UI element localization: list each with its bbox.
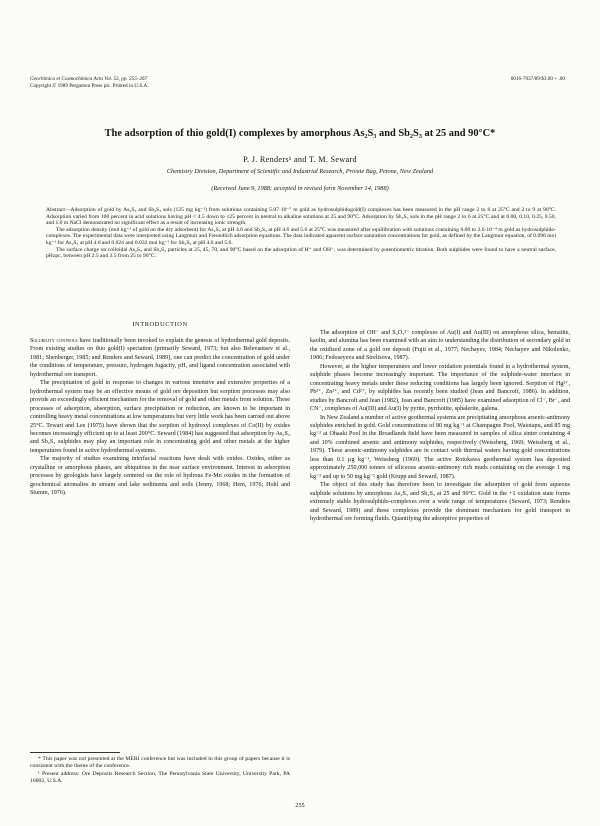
abstract <box>46 207 556 260</box>
abstract-text-1: Adsorption of gold by As₂S₃ and Sb₂S₃ sols (125 mg kg⁻¹) from solutions containing 5.07·10⁻⁷ m gold as hydrosulphidogold(I) complexes has been measured in the pH range 2 to 6 at 25°C and 2 to 9 at 90°C. Adsorption varied from 100 percent in acid solutions having pH < 4.5 down to ≤25 percent in neutral to alkaline solutions at 25 and 90°C. Adsorption by Sb₂S₃ sols in the pH range 2 to 6 at 25°C and at 0.00, 0.10, 0.25, 0.50, and 1.0 m NaCl demonstrated no significant effect as a result of increasing ionic strength. <box>46 207 556 227</box>
journal-line-1: Geochimica et Cosmochimica Acta Vol. 53, pp. 255–267 <box>30 76 148 82</box>
received-dates: (Received June 9, 1988; accepted in revised form November 14, 1988) <box>211 185 389 192</box>
authors: P. J. Renders¹ and T. M. Seward <box>243 155 357 164</box>
intro-paragraph-2: The precipitation of gold in response to changes in various intensive and extensive properties of a hydrothermal system may be an effective means of gold ore deposition but sorption processes may also provide an exceedingly efficient mechanism for the removal of gold and other metals from solution. These processes of adsorption, absorption, surface precipitation or reduction, are known to be important in controlling heavy metal concentrations at low temperatures but very little work has been carried out above 25°C. Tewari and Lee (1975) have shown that the sorption of hydroxyl complexes of Co(II) by oxides becomes increasingly efficient up to at least 200°C. Seward (1984) has suggested that adsorption by As₂S₃ and Sb₂S₃ sulphides may play an important role in concentrating gold and other metals at the higher temperatures found in active hydrothermal systems. <box>30 380 290 454</box>
abstract-paragraph-2: The adsorption density (mol kg⁻¹ of gold on the dry adsorbent) for As₂S₃ at pH 4.6 and Sb₂S₃ at pH 4.6 and 5.6 at 25°C was measured after equilibration with solutions containing 0.00 to 2.6·10⁻⁴ m gold as hydrosulphido-complexes. The experimental data were interpreted using Langmuir and Freundlich adsorption equations. The data indicated apparent surface saturation concentrations for gold, as defined by the Langmuir equation, of 0.096 mol kg⁻¹ for As₂S₃ at pH 4.6 and 0.024 and 0.032 mol kg⁻¹ for Sb₂S₃ at pH 4.6 and 5.6. <box>46 226 556 246</box>
affiliation: Chemistry Division, Department of Scientific and Industrial Research, Private Bag, Petone, New Zealand <box>166 168 434 175</box>
paper-title: The adsorption of thio gold(I) complexes by amorphous As₂S₃ and Sb₂S₃ at 25 and 90°C* <box>104 128 496 139</box>
left-column <box>30 337 290 498</box>
section-heading-introduction: INTRODUCTION <box>132 321 188 328</box>
intro-opening-words: Solubility controls <box>30 338 78 344</box>
footnotes <box>30 756 290 785</box>
intro-paragraph-1 <box>30 337 290 379</box>
right-paragraph-3: In New Zealand a number of active geothermal systems are precipitating amorphous arsenic-antimony sulphides enriched in gold. Gold concentrations of 80 mg kg⁻¹ at Champagne Pool, Waiotapu, and 85 mg kg⁻¹ at Ohaaki Pool in the Broadlands field have been measured in samples of silica sinter containing 4 and 10% combined arsenic and antimony sulphides, respectively (Weissberg, 1969; Weissberg et al., 1979). These arsenic-antimony sulphides are in contact with thermal waters having gold concentrations less than 0.1 µg kg⁻¹, Weissberg (1969). The active Rotokawa geothermal system has deposited approximately 250,000 tonnes of siliceous arsenic-antimony rich muds containing on the average 1 mg kg⁻¹ and up to 50 mg kg⁻¹ gold (Krupp and Seward, 1987). <box>310 414 570 480</box>
right-column <box>310 329 570 523</box>
footnote-2: ¹ Present address: Ore Deposits Research Section, The Pennsylvania State University, University Park, PA 16802, U.S.A. <box>30 770 290 784</box>
right-paragraph-2: However, at the higher temperatures and lower oxidation potentials found in a hydrothermal system, sulphide phases become increasingly important. The importance of the sulphide-water interface in concentrating heavy metals under these reducing conditions has largely been ignored. Sorption of Hg²⁺, Pb²⁺, Zn²⁺, and Cd²⁺, by sulphides has recently been studied (Jean and Bancroft, 1986). In addition, studies by Bancroft and Jean (1982), Jean and Bancroft (1985) have examined adsorption of Cl⁻, Br⁻, and CN⁻, complexes of Au(III) and Au(I) by pyrite, pyrrhotite, sphalerite, galena. <box>310 363 570 413</box>
journal-line-2: Copyright © 1989 Pergamon Press plc. Printed in U.S.A. <box>30 83 149 89</box>
intro-paragraph-3: The majority of studies examining interfacial reactions have dealt with oxides. Oxides, either as crystalline or amorphous phases, are ubiquitous in the near surface environment. Interest in adsorption processes by geologists have largely centered on the role of hydrous Fe-Mn oxides in the formation of geochemical anomalies in stream and lake sediments and soils (Jenny, 1968; Hem, 1976; Hohl and Stumm, 1976). <box>30 456 290 497</box>
page-number: 255 <box>295 802 305 809</box>
abstract-paragraph-1 <box>46 207 556 227</box>
issn: 0016-7037/89/$3.00 + .00 <box>510 76 565 82</box>
journal-citation <box>30 76 350 90</box>
abstract-label: Abstract— <box>46 207 71 213</box>
footnote-1: * This paper was not presented at the MERI conference but was included in this group of papers because it is consistent with the theme of the conference. <box>30 756 290 770</box>
footnote-divider <box>30 752 120 753</box>
abstract-paragraph-3: The surface charge on colloidal As₂S₃ and Sb₂S₃ particles at 25, 45, 70, and 90°C based on the adsorption of H⁺ and OH⁻, was determined by potentiometric titration. Both sulphides were found to have a neutral surface, pHzpc, between pH 2.5 and 3.5 from 25 to 90°C. <box>46 246 556 260</box>
intro-paragraph-1-text: have traditionally been invoked to explain the genesis of hydrothermal gold deposits. From existing studies on thio gold(I) speciation (primarily Seward, 1973; but also Belevantsev et al., 1981; Shenberger, 1985; and Renders and Seward, 1989), one can predict the concentration of gold under the conditions of temperature, pressure, hydrogen fugacity, pH, and ligand concentration associated with hydrothermal ore transport. <box>30 338 291 378</box>
right-paragraph-1: The adsorption of OH⁻ and S₂O₃²⁻ complexes of Au(I) and Au(III) on amorphous silica, hematite, kaolin, and alumina has been examined with an aim to understanding the distribution of secondary gold in the oxidized zone of a gold ore deposit (Fujii et al., 1977; Nechayev, 1984; Nechayev and Nikolenko, 1986; Fedoseyeva and Streltsova, 1987). <box>310 330 570 362</box>
right-paragraph-4: The object of this study has therefore been to investigate the adsorption of gold from aqueous sulphide solutions by amorphous As₂S₃ and Sb₂S₃ at 25 and 90°C. Gold in the +1 oxidation state forms extremely stable hydrosulphido-complexes over a wide range of temperatures (Seward, 1973; Renders and Seward, 1989) and these complexes provide the dominant mechanism for gold transport in hydrothermal ore forming fluids. Quantifying the adsorptive properties of <box>310 482 570 522</box>
